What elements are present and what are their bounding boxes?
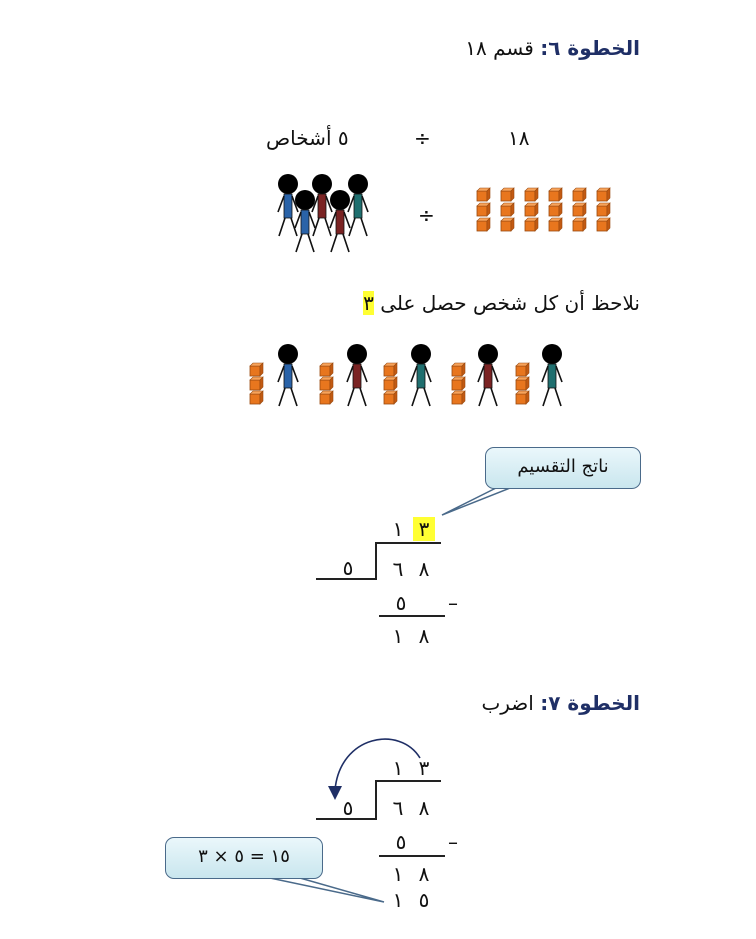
- orange-cube-icon: [384, 391, 397, 404]
- callout-multiply-text: ١٥ = ٥ × ٣: [198, 846, 290, 867]
- orange-cube-icon: [525, 203, 538, 216]
- stick-person-icon: [330, 190, 350, 252]
- orange-cube-icon: [549, 203, 562, 216]
- orange-cube-icon: [501, 203, 514, 216]
- orange-cube-icon: [452, 377, 465, 390]
- div1-divisor: ٥: [342, 556, 354, 580]
- orange-cube-icon: [320, 391, 333, 404]
- picture-operator: ÷: [418, 203, 435, 227]
- div1-quotient-tens: ٣: [413, 517, 435, 541]
- stick-person-icon: [478, 344, 498, 406]
- callout-pointer: [442, 486, 515, 515]
- stick-person-icon: [542, 344, 562, 406]
- orange-cube-icon: [477, 203, 490, 216]
- stick-person-icon: [411, 344, 431, 406]
- orange-cube-icon: [573, 218, 586, 231]
- orange-cube-icon: [320, 377, 333, 390]
- orange-cube-icon: [549, 188, 562, 201]
- observation-text: نلاحظ أن كل شخص حصل على: [380, 291, 640, 315]
- orange-cube-icon: [250, 377, 263, 390]
- step6-label: الخطوة ٦:: [540, 36, 640, 60]
- orange-cube-icon: [597, 203, 610, 216]
- div2-top-bar: [375, 780, 441, 782]
- div1-remainder-1: ١: [392, 624, 404, 648]
- orange-cube-icon: [501, 218, 514, 231]
- orange-cube-icon: [452, 391, 465, 404]
- orange-cube-icon: [477, 218, 490, 231]
- div1-top-bar: [375, 542, 441, 544]
- div1-dividend-2: ٨: [418, 557, 430, 581]
- div1-minus-sign: –: [448, 591, 458, 615]
- div2-subtrahend: ٥: [395, 830, 407, 854]
- callout-pointer: [270, 878, 384, 902]
- orange-cube-icon: [320, 363, 333, 376]
- stick-person-icon: [347, 344, 367, 406]
- observation-line: [363, 291, 640, 315]
- orange-cube-icon: [573, 203, 586, 216]
- div2-bracket: [375, 780, 377, 820]
- div2-dividend-2: ٨: [418, 796, 430, 820]
- div2-minus-sign: –: [448, 830, 458, 854]
- orange-cube-icon: [477, 188, 490, 201]
- orange-cube-icon: [573, 188, 586, 201]
- orange-cube-icon: [384, 377, 397, 390]
- stick-person-icon: [278, 344, 298, 406]
- orange-cube-icon: [384, 363, 397, 376]
- callout-quotient-text: ناتج التقسيم: [517, 456, 609, 477]
- orange-cube-icon: [452, 363, 465, 376]
- orange-cube-icon: [250, 363, 263, 376]
- div2-product-2: ٥: [418, 888, 430, 912]
- div2-quotient-ones: ١: [392, 756, 404, 780]
- orange-cube-icon: [549, 218, 562, 231]
- callout-quotient: [485, 447, 641, 489]
- observation-value: ٣: [363, 291, 374, 315]
- div1-dividend-1: ٦: [392, 557, 404, 581]
- stick-person-icon: [295, 190, 315, 252]
- orange-cube-icon: [525, 188, 538, 201]
- orange-cube-icon: [597, 188, 610, 201]
- step6-action: قسم ١٨: [465, 36, 534, 60]
- stick-person-icon: [348, 174, 368, 236]
- div2-subtract-bar: [379, 855, 445, 857]
- div1-subtract-bar: [379, 615, 445, 617]
- equation-divisor-phrase: ٥ أشخاص: [266, 126, 349, 150]
- step7-action: اضرب: [481, 691, 534, 715]
- div2-dividend-1: ٦: [392, 796, 404, 820]
- div2-quotient-tens: ٣: [418, 756, 430, 780]
- orange-cube-icon: [525, 218, 538, 231]
- orange-cube-icon: [250, 391, 263, 404]
- orange-cube-icon: [516, 363, 529, 376]
- div1-quotient-ones: ١: [392, 517, 404, 541]
- orange-cube-icon: [516, 391, 529, 404]
- orange-cube-icon: [516, 377, 529, 390]
- div2-divisor: ٥: [342, 796, 354, 820]
- equation-operator: ÷: [414, 126, 431, 150]
- step7-label: الخطوة ٧:: [540, 691, 640, 715]
- div2-product-1: ١: [392, 888, 404, 912]
- div1-remainder-2: ٨: [418, 624, 430, 648]
- div1-subtrahend: ٥: [395, 591, 407, 615]
- orange-cube-icon: [501, 188, 514, 201]
- div1-bracket: [375, 542, 377, 580]
- equation-dividend: ١٨: [508, 126, 530, 150]
- orange-cube-icon: [597, 218, 610, 231]
- div2-remainder-1: ١: [392, 862, 404, 886]
- callout-multiply: [165, 837, 323, 879]
- step7-title: [481, 691, 640, 715]
- div2-remainder-2: ٨: [418, 862, 430, 886]
